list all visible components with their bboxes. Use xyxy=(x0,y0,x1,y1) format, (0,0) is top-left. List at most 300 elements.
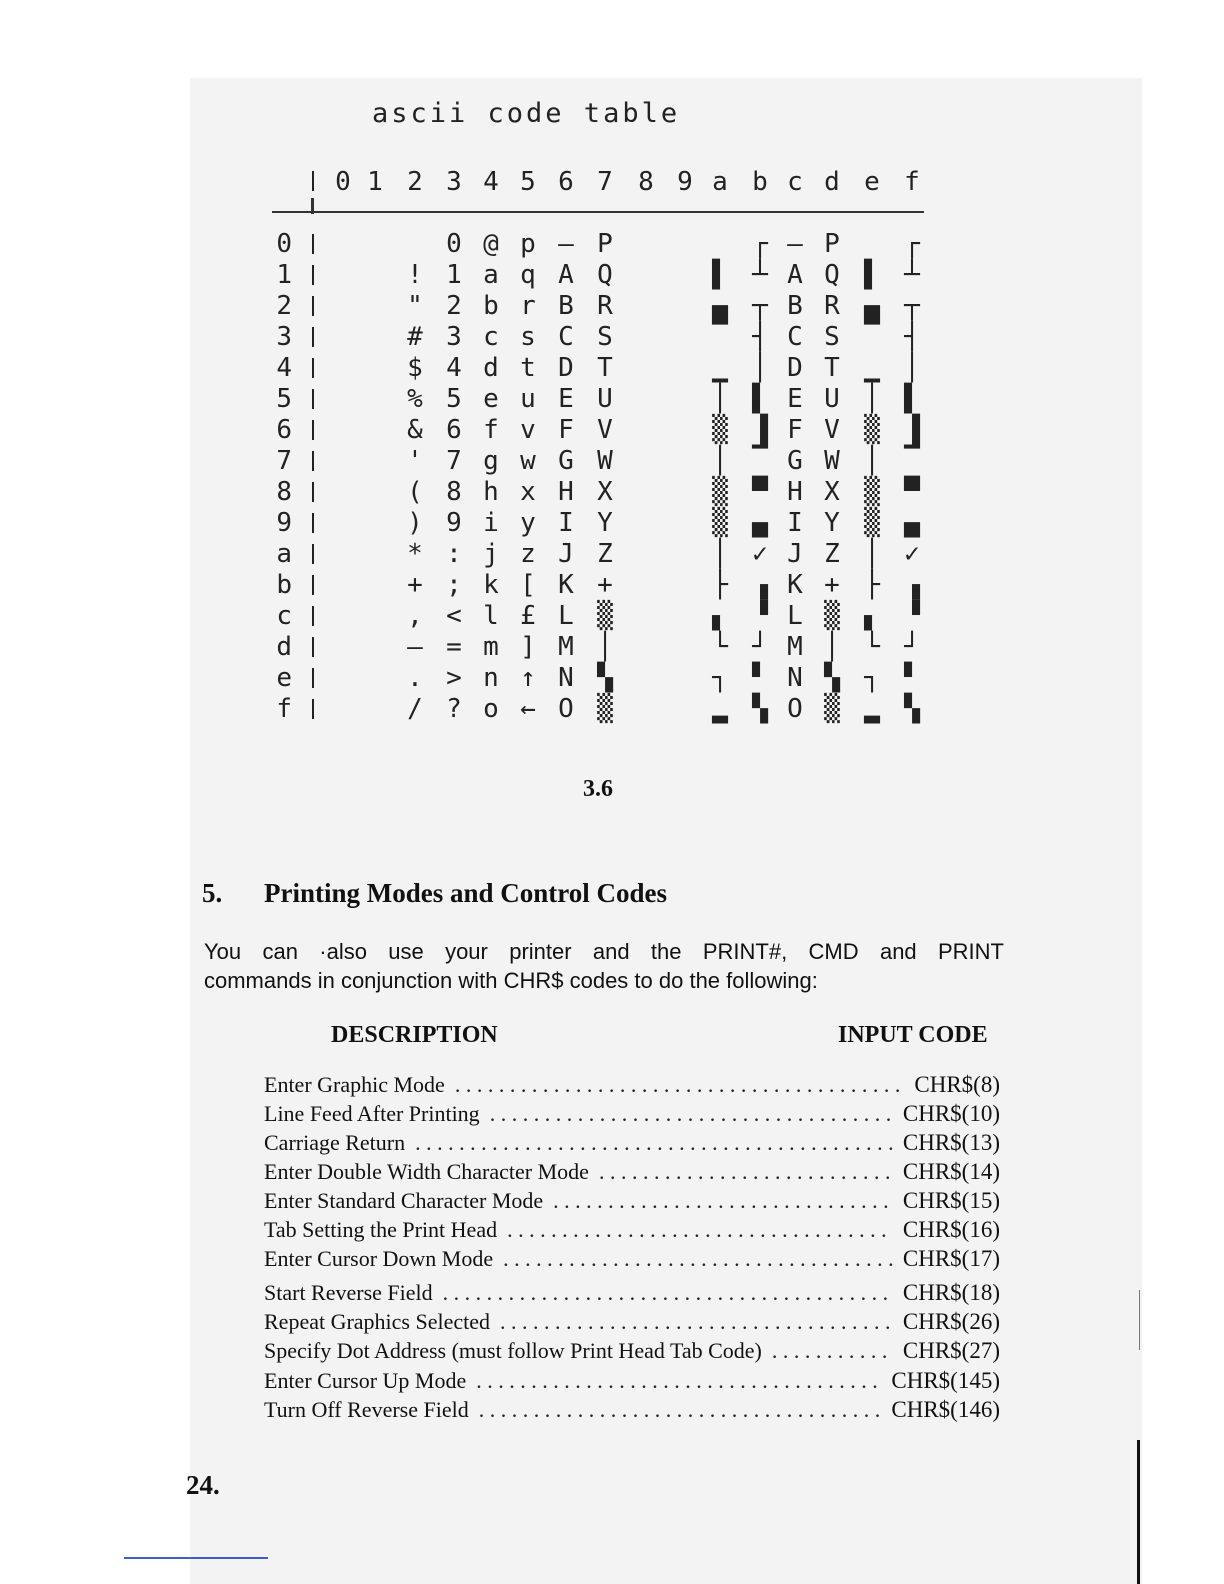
column-header: 2 xyxy=(407,167,423,197)
table-cell: + xyxy=(407,570,423,600)
table-cell: O xyxy=(787,694,803,724)
page-edge-mark xyxy=(1139,1290,1140,1350)
dot-leader xyxy=(503,1246,893,1272)
table-cell: ▀ xyxy=(904,477,920,507)
table-cell: , xyxy=(407,601,423,631)
table-cell: a xyxy=(483,260,499,290)
table-cell: ┴ xyxy=(904,260,920,290)
table-cell: │ xyxy=(864,446,880,476)
page-edge-bar xyxy=(1137,1440,1140,1584)
row-separator xyxy=(312,451,314,471)
row-separator xyxy=(312,544,314,564)
table-cell: n xyxy=(483,663,499,693)
table-cell: ▚ xyxy=(824,663,840,693)
table-cell: A xyxy=(787,260,803,290)
row-separator xyxy=(312,389,314,409)
table-cell: p xyxy=(520,229,536,259)
table-cell: z xyxy=(520,539,536,569)
table-cell: l xyxy=(483,601,499,631)
column-header: f xyxy=(904,167,920,197)
dot-leader xyxy=(772,1338,893,1364)
table-cell: X xyxy=(824,477,840,507)
row-separator xyxy=(312,296,314,316)
table-cell: W xyxy=(824,446,840,476)
table-cell: A xyxy=(558,260,574,290)
column-header: 6 xyxy=(558,167,574,197)
row-separator xyxy=(312,327,314,347)
table-cell: $ xyxy=(407,353,423,383)
table-cell: K xyxy=(787,570,803,600)
table-cell: ▔ xyxy=(752,446,768,476)
column-header: 9 xyxy=(677,167,693,197)
table-cell: ▒ xyxy=(864,415,880,445)
table-cell: ┐ xyxy=(864,663,880,693)
table-cell: G xyxy=(558,446,574,476)
table-cell: ▄ xyxy=(712,291,728,321)
table-cell: v xyxy=(520,415,536,445)
table-cell: Q xyxy=(824,260,840,290)
table-cell: E xyxy=(787,384,803,414)
table-cell: ▘ xyxy=(904,663,920,693)
row-header: 4 xyxy=(276,353,292,383)
column-header: e xyxy=(864,167,880,197)
table-cell: % xyxy=(407,384,423,414)
table-cell: ▒ xyxy=(864,477,880,507)
table-cell: ( xyxy=(407,477,423,507)
table-cell: E xyxy=(558,384,574,414)
table-cell: : xyxy=(446,539,462,569)
table-cell: ▚ xyxy=(904,694,920,724)
table-cell: + xyxy=(824,570,840,600)
table-cell: R xyxy=(597,291,613,321)
row-separator xyxy=(312,420,314,440)
code-description: Carriage Return xyxy=(264,1130,406,1155)
code-description: Enter Cursor Up Mode xyxy=(264,1368,467,1393)
table-cell: / xyxy=(407,694,423,724)
code-description: Specify Dot Address (must follow Print Head Tab Code) xyxy=(264,1338,762,1363)
table-cell: 1 xyxy=(446,260,462,290)
table-cell: P xyxy=(597,229,613,259)
table-cell: ! xyxy=(407,260,423,290)
table-cell: ┘ xyxy=(904,632,920,662)
column-header: d xyxy=(824,167,840,197)
table-cell: h xyxy=(483,477,499,507)
table-cell: b xyxy=(483,291,499,321)
table-cell: ▖ xyxy=(864,601,880,631)
control-code-row xyxy=(264,1101,1000,1130)
control-code-row xyxy=(264,1188,1000,1217)
code-description: Enter Cursor Down Mode xyxy=(264,1246,494,1271)
code-value: CHR$(145) xyxy=(891,1368,1000,1393)
table-cell: B xyxy=(558,291,574,321)
table-cell: O xyxy=(558,694,574,724)
table-cell: Z xyxy=(824,539,840,569)
code-value: CHR$(14) xyxy=(902,1159,1000,1184)
table-cell: ▒ xyxy=(824,694,840,724)
table-cell: H xyxy=(558,477,574,507)
table-cell: ▐ xyxy=(752,415,768,445)
table-cell: │ xyxy=(712,539,728,569)
table-cell: ▗ xyxy=(904,570,920,600)
row-separator xyxy=(312,482,314,502)
row-separator xyxy=(312,606,314,626)
table-cell: ' xyxy=(407,446,423,476)
table-cell: ▒ xyxy=(712,508,728,538)
table-cell: ┐ xyxy=(712,663,728,693)
header-separator xyxy=(312,171,314,191)
control-code-row xyxy=(264,1246,1000,1275)
table-cell: i xyxy=(483,508,499,538)
input-code-column-header: INPUT CODE xyxy=(838,1022,988,1048)
intro-line-2: commands in conjunction with CHR$ codes to do the following: xyxy=(204,968,818,993)
table-cell: w xyxy=(520,446,536,476)
control-code-row xyxy=(264,1072,1000,1101)
table-cell: I xyxy=(558,508,574,538)
figure-label: 3.6 xyxy=(583,776,613,802)
table-cell: — xyxy=(558,229,574,259)
row-header: 1 xyxy=(276,260,292,290)
table-cell: T xyxy=(824,353,840,383)
control-code-row xyxy=(264,1397,1000,1426)
table-cell: ▀ xyxy=(752,477,768,507)
row-header: 9 xyxy=(276,508,292,538)
table-cell: ▄ xyxy=(904,508,920,538)
code-description: Enter Standard Character Mode xyxy=(264,1188,544,1213)
row-header: 3 xyxy=(276,322,292,352)
table-cell: Q xyxy=(597,260,613,290)
dot-leader xyxy=(507,1217,893,1243)
table-cell: + xyxy=(597,570,613,600)
row-header: a xyxy=(276,539,292,569)
table-cell: W xyxy=(597,446,613,476)
table-cell: ← xyxy=(520,694,536,724)
table-cell: │ xyxy=(904,353,920,383)
table-cell: ▐ xyxy=(904,415,920,445)
code-value: CHR$(8) xyxy=(914,1072,1000,1097)
table-cell: ┬ xyxy=(904,291,920,321)
code-value: CHR$(15) xyxy=(902,1188,1000,1213)
ascii-table-title: ascii code table xyxy=(372,98,681,129)
table-cell: j xyxy=(483,539,499,569)
table-cell: ▒ xyxy=(597,601,613,631)
table-cell: I xyxy=(787,508,803,538)
column-header: 7 xyxy=(597,167,613,197)
table-cell: ┴ xyxy=(752,260,768,290)
code-value: CHR$(10) xyxy=(902,1101,1000,1126)
table-cell: 0 xyxy=(446,229,462,259)
table-cell: ▔ xyxy=(904,446,920,476)
table-cell: > xyxy=(446,663,462,693)
code-value: CHR$(16) xyxy=(902,1217,1000,1242)
table-cell: * xyxy=(407,539,423,569)
row-separator xyxy=(312,513,314,533)
row-header: 2 xyxy=(276,291,292,321)
footer-rule xyxy=(124,1557,268,1559)
table-cell: M xyxy=(558,632,574,662)
code-description: Turn Off Reverse Field xyxy=(264,1397,469,1422)
table-cell: ▒ xyxy=(824,601,840,631)
code-description: Line Feed After Printing xyxy=(264,1101,480,1126)
dot-leader xyxy=(599,1159,893,1185)
row-separator xyxy=(312,575,314,595)
row-header: b xyxy=(276,570,292,600)
table-cell: ) xyxy=(407,508,423,538)
control-code-row xyxy=(264,1159,1000,1188)
column-header: 1 xyxy=(367,167,383,197)
table-cell: ▔ xyxy=(712,322,728,352)
row-header: 5 xyxy=(276,384,292,414)
control-code-row xyxy=(264,1217,1000,1246)
table-header-rule xyxy=(272,211,924,213)
dot-leader xyxy=(455,1072,905,1098)
table-cell: ▂ xyxy=(712,694,728,724)
table-cell: ▄ xyxy=(864,291,880,321)
table-cell: └ xyxy=(864,632,880,662)
table-cell: ▌ xyxy=(712,260,728,290)
code-description: Enter Double Width Character Mode xyxy=(264,1159,589,1184)
column-header: b xyxy=(752,167,768,197)
table-cell: U xyxy=(824,384,840,414)
table-cell: ✓ xyxy=(752,539,768,569)
table-cell: s xyxy=(520,322,536,352)
dot-leader xyxy=(500,1309,893,1335)
table-cell: ▚ xyxy=(752,694,768,724)
table-cell: C xyxy=(787,322,803,352)
table-cell: ▁ xyxy=(864,353,880,383)
table-cell: . xyxy=(407,663,423,693)
table-cell: ▒ xyxy=(864,508,880,538)
table-cell: r xyxy=(520,291,536,321)
dot-leader xyxy=(479,1397,882,1423)
row-separator xyxy=(312,668,314,688)
control-code-row xyxy=(264,1130,1000,1159)
table-cell: y xyxy=(520,508,536,538)
table-cell: ┬ xyxy=(752,291,768,321)
row-header: d xyxy=(276,632,292,662)
code-value: CHR$(146) xyxy=(891,1397,1000,1422)
table-cell: F xyxy=(787,415,803,445)
table-cell: 4 xyxy=(446,353,462,383)
table-cell: ┌ xyxy=(904,229,920,259)
table-cell: │ xyxy=(864,384,880,414)
table-cell: f xyxy=(483,415,499,445)
table-cell: g xyxy=(483,446,499,476)
table-cell: c xyxy=(483,322,499,352)
table-cell: ┘ xyxy=(752,632,768,662)
table-cell: ▚ xyxy=(597,663,613,693)
column-header: a xyxy=(712,167,728,197)
table-cell: [ xyxy=(520,570,536,600)
table-cell: & xyxy=(407,415,423,445)
column-header: 8 xyxy=(638,167,654,197)
table-cell: Y xyxy=(824,508,840,538)
table-cell: ┤ xyxy=(752,322,768,352)
table-cell: ▌ xyxy=(752,384,768,414)
column-header: 4 xyxy=(483,167,499,197)
table-cell: ▒ xyxy=(712,477,728,507)
row-header: e xyxy=(276,663,292,693)
table-cell: X xyxy=(597,477,613,507)
table-cell: £ xyxy=(520,601,536,631)
control-code-row xyxy=(264,1309,1000,1338)
dot-leader xyxy=(490,1101,893,1127)
row-header: 7 xyxy=(276,446,292,476)
table-cell: K xyxy=(558,570,574,600)
row-separator xyxy=(312,699,314,719)
control-code-row xyxy=(264,1280,1000,1309)
row-header: f xyxy=(276,694,292,724)
table-cell: ├ xyxy=(864,570,880,600)
control-code-row xyxy=(264,1368,1000,1397)
table-cell: 2 xyxy=(446,291,462,321)
table-cell: ↑ xyxy=(520,663,536,693)
code-value: CHR$(13) xyxy=(902,1130,1000,1155)
code-value: CHR$(26) xyxy=(902,1309,1000,1334)
table-cell: P xyxy=(824,229,840,259)
table-cell: ▂ xyxy=(864,694,880,724)
table-cell: ? xyxy=(446,694,462,724)
table-cell: F xyxy=(558,415,574,445)
table-cell: V xyxy=(597,415,613,445)
table-cell: 9 xyxy=(446,508,462,538)
code-description: Start Reverse Field xyxy=(264,1280,433,1305)
row-separator xyxy=(312,637,314,657)
table-cell: U xyxy=(597,384,613,414)
table-cell: Z xyxy=(597,539,613,569)
table-cell: └ xyxy=(712,632,728,662)
row-header: 6 xyxy=(276,415,292,445)
dot-leader xyxy=(443,1280,893,1306)
table-cell: < xyxy=(446,601,462,631)
section-title: Printing Modes and Control Codes xyxy=(264,878,668,908)
table-cell: T xyxy=(597,353,613,383)
table-cell: ▝ xyxy=(752,601,768,631)
code-description: Repeat Graphics Selected xyxy=(264,1309,491,1334)
table-cell: │ xyxy=(752,353,768,383)
table-cell: k xyxy=(483,570,499,600)
code-value: CHR$(18) xyxy=(902,1280,1000,1305)
code-value: CHR$(27) xyxy=(902,1338,1000,1363)
code-value: CHR$(17) xyxy=(902,1246,1000,1271)
table-cell: ] xyxy=(520,632,536,662)
table-cell: L xyxy=(558,601,574,631)
table-cell: S xyxy=(597,322,613,352)
table-cell: @ xyxy=(483,229,499,259)
table-cell: ▄ xyxy=(752,508,768,538)
row-separator xyxy=(312,234,314,254)
table-cell: G xyxy=(787,446,803,476)
table-cell: ; xyxy=(446,570,462,600)
table-header-rule-tick xyxy=(311,198,314,214)
table-cell: N xyxy=(787,663,803,693)
table-cell: ✓ xyxy=(904,539,920,569)
table-cell: H xyxy=(787,477,803,507)
table-cell: ▌ xyxy=(904,384,920,414)
column-header: 0 xyxy=(335,167,351,197)
table-cell: │ xyxy=(824,632,840,662)
table-cell: ▒ xyxy=(597,694,613,724)
table-cell: N xyxy=(558,663,574,693)
table-cell: R xyxy=(824,291,840,321)
section-number: 5. xyxy=(202,878,223,908)
table-cell: S xyxy=(824,322,840,352)
table-cell: B xyxy=(787,291,803,321)
table-cell: │ xyxy=(712,384,728,414)
table-cell: t xyxy=(520,353,536,383)
row-separator xyxy=(312,358,314,378)
table-cell: ▗ xyxy=(752,570,768,600)
table-cell: 6 xyxy=(446,415,462,445)
dot-leader xyxy=(415,1130,893,1156)
code-description: Tab Setting the Print Head xyxy=(264,1217,498,1242)
table-cell: " xyxy=(407,291,423,321)
table-cell: 8 xyxy=(446,477,462,507)
table-cell: ▘ xyxy=(752,663,768,693)
page-number: 24. xyxy=(186,1470,220,1500)
table-cell: d xyxy=(483,353,499,383)
table-cell: ┌ xyxy=(752,229,768,259)
table-cell: Y xyxy=(597,508,613,538)
row-header: c xyxy=(276,601,292,631)
table-cell: L xyxy=(787,601,803,631)
table-cell: e xyxy=(483,384,499,414)
table-cell: V xyxy=(824,415,840,445)
row-separator xyxy=(312,265,314,285)
table-cell: u xyxy=(520,384,536,414)
table-cell: q xyxy=(520,260,536,290)
table-cell: J xyxy=(787,539,803,569)
table-cell: 7 xyxy=(446,446,462,476)
table-cell: 3 xyxy=(446,322,462,352)
table-cell: x xyxy=(520,477,536,507)
column-header: 5 xyxy=(520,167,536,197)
description-column-header: DESCRIPTION xyxy=(331,1022,498,1048)
table-cell: ▁ xyxy=(712,353,728,383)
row-header: 8 xyxy=(276,477,292,507)
table-cell: J xyxy=(558,539,574,569)
table-cell: o xyxy=(483,694,499,724)
table-cell: 5 xyxy=(446,384,462,414)
table-cell: ▖ xyxy=(712,601,728,631)
table-cell: ┤ xyxy=(904,322,920,352)
control-code-row xyxy=(264,1338,1000,1367)
table-cell: ▌ xyxy=(864,260,880,290)
table-cell: m xyxy=(483,632,499,662)
table-cell: M xyxy=(787,632,803,662)
dot-leader xyxy=(553,1188,893,1214)
table-cell: D xyxy=(558,353,574,383)
column-header: 3 xyxy=(446,167,462,197)
table-cell: ▒ xyxy=(712,415,728,445)
table-cell: │ xyxy=(712,446,728,476)
dot-leader xyxy=(476,1368,881,1394)
table-cell: D xyxy=(787,353,803,383)
column-header: c xyxy=(787,167,803,197)
table-cell: ▝ xyxy=(904,601,920,631)
table-cell: — xyxy=(407,632,423,662)
intro-line-1: You can ·also use your printer and the PRINT#, CMD and PRINT xyxy=(204,939,1004,964)
table-cell: C xyxy=(558,322,574,352)
table-cell: ├ xyxy=(712,570,728,600)
table-cell: — xyxy=(787,229,803,259)
code-description: Enter Graphic Mode xyxy=(264,1072,445,1097)
table-cell: │ xyxy=(864,539,880,569)
table-cell: # xyxy=(407,322,423,352)
table-cell: │ xyxy=(597,632,613,662)
table-cell: ▔ xyxy=(864,322,880,352)
table-cell: = xyxy=(446,632,462,662)
row-header: 0 xyxy=(276,229,292,259)
